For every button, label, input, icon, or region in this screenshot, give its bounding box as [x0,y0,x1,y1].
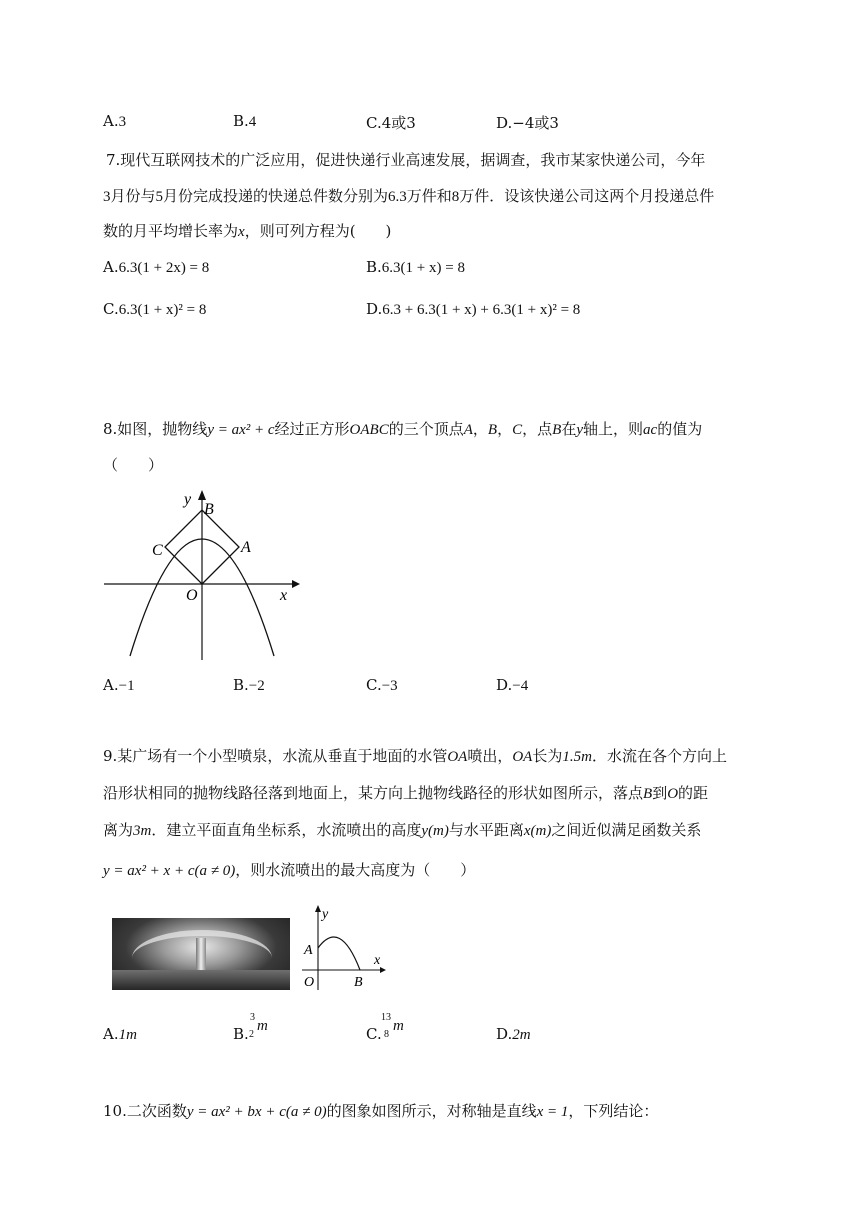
parabola-curve [318,937,360,970]
option-value: −1 [118,678,135,694]
fraction-denominator: 2 [249,1029,254,1040]
text: 月份与 [110,187,156,205]
variable: C [512,422,523,438]
option-value: −2 [248,678,265,694]
text: 的图象如图所示，对称轴是直线 [326,1102,537,1120]
option-label: C. [366,1025,382,1043]
option-value: 6.3(1 + x)² = 8 [118,302,207,318]
option-value: 4 [248,114,257,130]
option-label: A. [103,1025,119,1043]
variable: x(m) [523,823,552,839]
value: 3m [133,823,152,839]
option-value: 6.3 + 6.3(1 + x) + 6.3(1 + x)² = 8 [382,302,581,318]
text: 在 [561,420,577,438]
option-label: A. [103,258,119,276]
text: 8.如图，抛物线 [103,420,208,438]
unit: m [393,1018,404,1034]
option-value: 6.3(1 + 2x) = 8 [118,260,210,276]
text: 离为 [103,821,134,839]
option-label: C. [103,300,119,318]
text: 之间近似满足函数关系 [551,821,702,839]
variable: B [487,422,498,438]
text: 6.3 [388,189,407,205]
text: 长为 [532,747,563,765]
option-value: 3 [118,114,127,130]
variable: B [552,422,562,438]
option-label: C. [366,676,382,694]
variable: OA [447,749,468,765]
label-a: A [304,943,313,958]
q7-option-c [103,300,206,319]
text: 轴上，则 [583,420,644,438]
label-o: O [304,975,315,990]
q8-option-b [233,676,265,695]
q8-stem [103,419,702,440]
q8-option-a [103,676,135,695]
q9-option-a [103,1025,137,1044]
text: 8 [451,189,460,205]
variable: ac [643,422,658,438]
text: 3 [103,189,111,205]
q8-answer-paren: （ ） [103,456,164,474]
text: ，下列结论： [568,1102,659,1120]
variable: OA [512,749,533,765]
text: 的三个顶点 [388,420,464,438]
option-label: B. [233,112,249,130]
text: 月份完成投递的快递总件数分别为 [163,187,389,205]
x-axis-arrow [292,580,300,588]
text: 万件．设该快递公司这两个月投递总件 [459,187,715,205]
label-x: x [374,953,381,968]
option-label: D. [366,300,383,318]
text: ， [497,420,513,438]
text: 10.二次函数 [103,1102,187,1120]
variable: B [643,786,653,802]
option-label: C. [366,114,382,132]
text: ，则可列方程为( ) [244,222,392,240]
option-label: A. [103,676,119,694]
equation: y = ax² + c [207,422,275,438]
label-b: B [354,975,363,990]
option-label: D. [496,1025,513,1043]
option-value: 4或3 [381,114,416,132]
equation: y = ax² + x + c(a ≠ 0) [103,863,236,879]
label-c: C [152,542,163,559]
fraction-numerator: 13 [381,1012,391,1023]
q7-line-3 [103,221,391,242]
q7-line-1: 7.现代互联网技术的广泛应用，促进快递行业高速发展，据调查，我市某家快递公司，今年 [106,151,706,169]
q9-line-4 [103,860,475,881]
y-axis-arrow [315,905,321,912]
text: 与水平距离 [448,821,524,839]
text: ，则水流喷出的最大高度为（ ） [235,861,476,879]
label-o: O [186,587,198,604]
q8-parabola-figure [100,488,300,668]
text: 5 [155,189,164,205]
q9-parabola-figure [298,902,390,994]
equation: x = 1 [536,1104,569,1120]
option-value: −4 [512,678,529,694]
variable: O [667,786,679,802]
text: 的距 [678,784,709,802]
option-value: −4或3 [512,114,559,132]
text: 数的月平均增长率为 [103,222,239,240]
y-axis-arrow [198,490,206,500]
text: ，点 [522,420,553,438]
text: 万件和 [406,187,452,205]
fraction-denominator: 8 [384,1029,389,1040]
q8-option-c [366,676,398,695]
fountain-pool [112,970,290,990]
text: 9.某广场有一个小型喷泉，水流从垂直于地面的水管 [103,747,448,765]
q6-option-a [103,112,126,131]
text: 的值为 [657,420,703,438]
text: 喷出， [467,747,513,765]
label-a: A [241,539,251,556]
text: 沿形状相同的抛物线路径落到地面上，某方向上抛物线路径的形状如图所示，落点 [103,784,644,802]
x-axis-arrow [380,967,386,973]
option-value: 1m [118,1027,137,1043]
q9-line-2 [103,783,708,804]
q9-option-d [496,1025,531,1044]
variable: x [238,224,245,240]
variable: OABC [349,422,389,438]
q10-stem [103,1101,658,1122]
q9-line-1 [103,746,727,767]
q7-option-a [103,258,209,277]
q7-option-b [366,258,465,277]
option-label: D. [496,114,513,132]
q6-option-c [366,112,416,133]
variable: y(m) [421,823,449,839]
option-label: A. [103,112,119,130]
label-x: x [280,587,288,604]
text: ．建立平面直角坐标系，水流喷出的高度 [151,821,422,839]
variable: y [576,422,583,438]
unit: m [257,1018,268,1034]
option-label: B. [233,676,249,694]
label-b: B [204,501,214,518]
option-value: 2m [512,1027,531,1043]
q6-option-d [496,112,559,133]
label-y: y [184,491,192,508]
q8-option-d [496,676,528,695]
text: 经过正方形 [274,420,350,438]
text: ， [472,420,488,438]
q7-option-d [366,300,580,319]
equation: y = ax² + bx + c(a ≠ 0) [186,1104,327,1120]
q9-line-3 [103,820,701,841]
fountain-photo [112,918,290,990]
option-label: B. [366,258,382,276]
option-value: −3 [381,678,398,694]
label-y: y [322,907,329,922]
variable: A [463,422,473,438]
value: 1.5m [562,749,592,765]
text: ．水流在各个方向上 [591,747,727,765]
fraction-numerator: 3 [250,1012,255,1023]
q6-option-b [233,112,256,131]
option-label: D. [496,676,513,694]
text: 到 [652,784,668,802]
option-value: 6.3(1 + x) = 8 [381,260,465,276]
option-label: B. [233,1025,249,1043]
q7-line-2 [103,186,714,207]
